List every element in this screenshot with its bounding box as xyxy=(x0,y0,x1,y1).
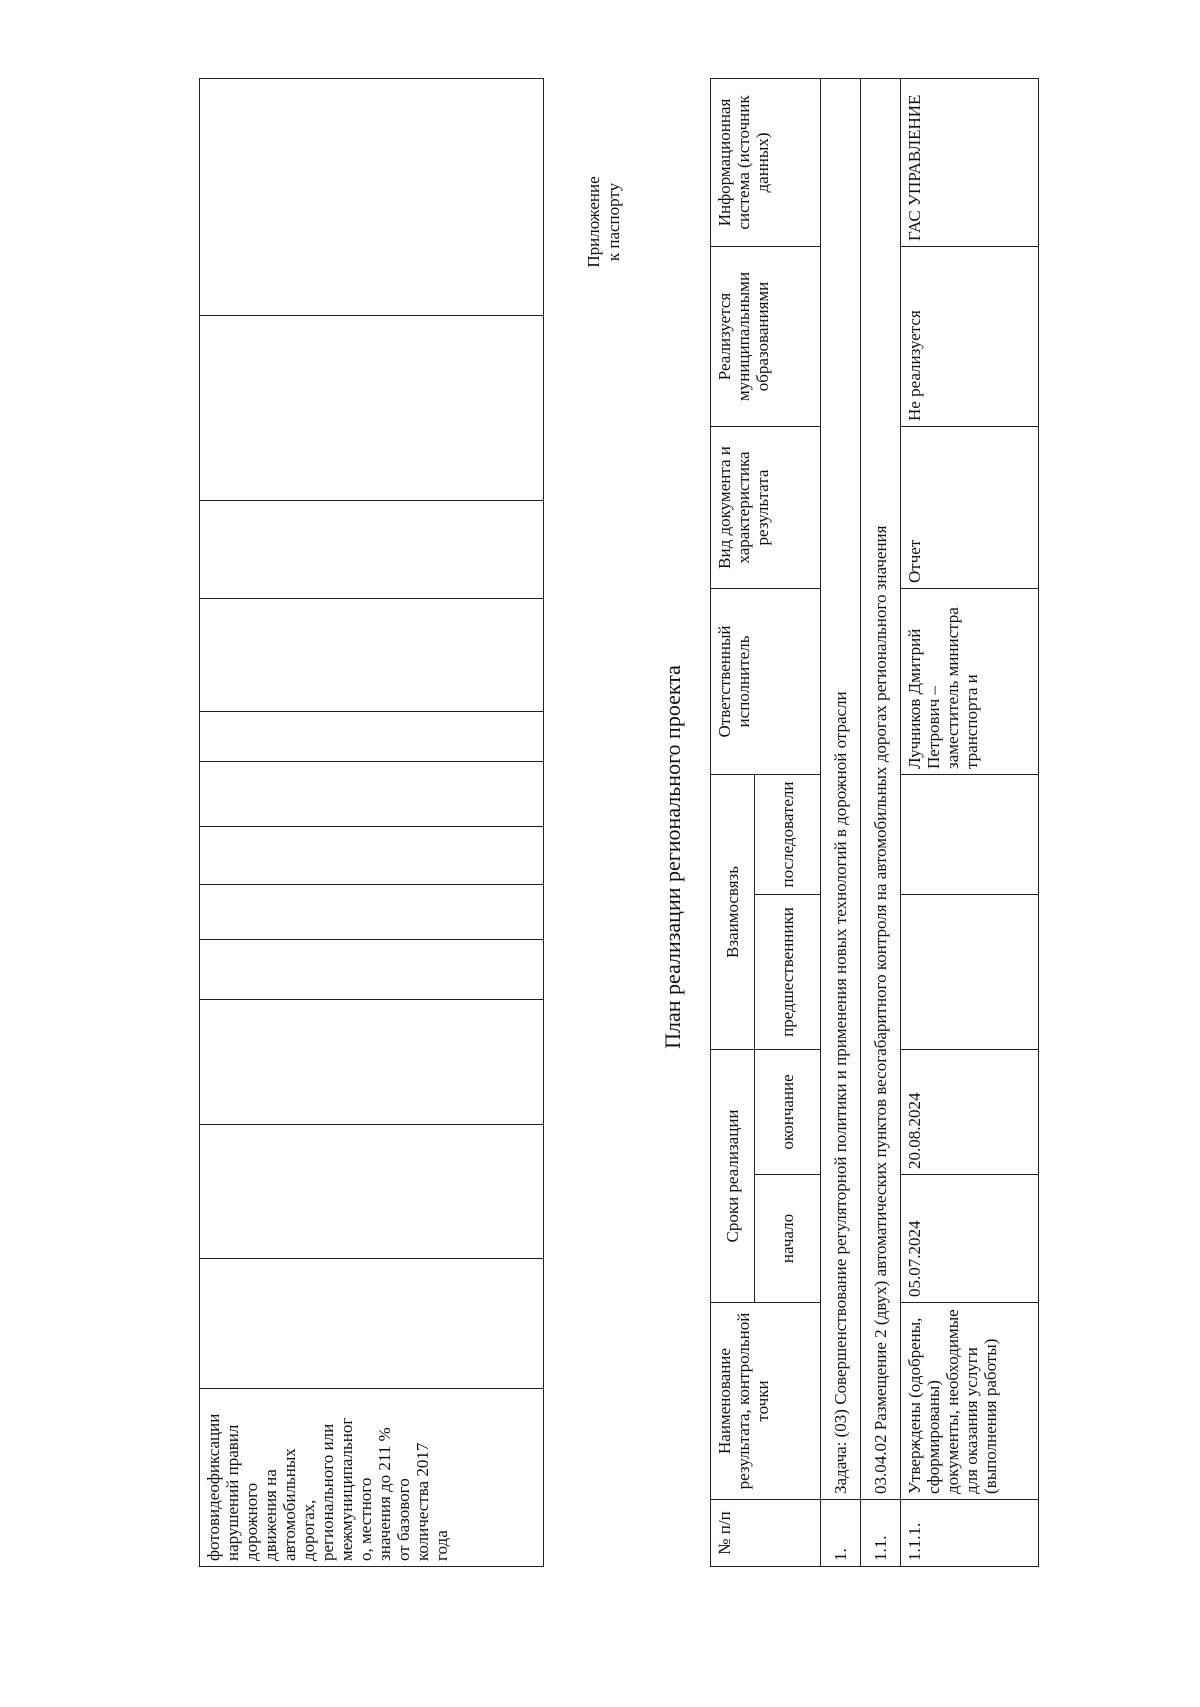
header-name: Наименование результата, контрольной точки xyxy=(711,1303,821,1500)
section-text: Задача: (03) Совершенствование регуляторной политики и применения новых технологий в дорожной отрасли xyxy=(821,78,861,1499)
cell-info-system: ГАС УПРАВЛЕНИЕ xyxy=(901,78,1039,246)
continuation-cell-text: фотовидеофиксации нарушений правил дорожного движения на автомобильных дорогах, регионального или межмуниципальног о, местного значения до 211 % от базового количества 2017 года xyxy=(200,1389,544,1567)
section-row xyxy=(861,78,901,1566)
continuation-cell xyxy=(200,827,544,885)
cell-name: Утверждены (одобрены, сформированы) документы, необходимые для оказания услуги (выполнения работы) xyxy=(901,1303,1039,1500)
cell-num: 1.1.1. xyxy=(901,1500,1039,1567)
continuation-cell xyxy=(200,1259,544,1389)
continuation-cell xyxy=(200,79,544,316)
continuation-cell xyxy=(200,885,544,940)
continuation-cell xyxy=(200,712,544,762)
continuation-cell xyxy=(200,316,544,501)
header-terms: Сроки реализации xyxy=(711,1050,755,1303)
continuation-cell xyxy=(200,762,544,827)
continuation-cell xyxy=(200,1125,544,1259)
header-municipal: Реализуется муниципальными образованиями xyxy=(711,246,821,426)
header-start: начало xyxy=(755,1175,821,1303)
cell-predecessors xyxy=(901,895,1039,1050)
annex-note: Приложение к паспорту xyxy=(584,176,623,268)
continuation-table xyxy=(199,78,544,1567)
header-relation: Взаимосвязь xyxy=(711,774,755,1049)
header-num: № п/п xyxy=(711,1500,821,1567)
cell-responsible: Лучников Дмитрий Петрович – заместитель министра транспорта и xyxy=(901,588,1039,774)
header-predecessors: предшественники xyxy=(755,895,821,1050)
section-num: 1. xyxy=(821,1500,861,1567)
cell-successors xyxy=(901,774,1039,894)
continuation-cell xyxy=(200,599,544,712)
section-num: 1.1. xyxy=(861,1500,901,1567)
header-row xyxy=(711,78,755,1566)
cell-end: 20.08.2024 xyxy=(901,1050,1039,1175)
page-title: План реализации регионального проекта xyxy=(660,665,685,1049)
header-successors: последователи xyxy=(755,774,821,894)
continuation-cell xyxy=(200,1000,544,1125)
header-end: окончание xyxy=(755,1050,821,1175)
continuation-row xyxy=(200,79,544,1567)
header-responsible: Ответственный исполнитель xyxy=(711,588,821,774)
cell-municipal: Не реализуется xyxy=(901,246,1039,426)
cell-start: 05.07.2024 xyxy=(901,1175,1039,1303)
plan-table xyxy=(710,78,1039,1567)
cell-doc-type: Отчет xyxy=(901,426,1039,588)
header-info-system: Информационная система (источник данных) xyxy=(711,78,821,246)
continuation-cell xyxy=(200,940,544,1000)
continuation-cell xyxy=(200,501,544,599)
table-row xyxy=(901,78,1039,1566)
section-row xyxy=(821,78,861,1566)
section-text: 03.04.02 Размещение 2 (двух) автоматических пунктов весогабаритного контроля на автомобильных дорогах регионального значения xyxy=(861,78,901,1499)
header-doc-type: Вид документа и характеристика результата xyxy=(711,426,821,588)
